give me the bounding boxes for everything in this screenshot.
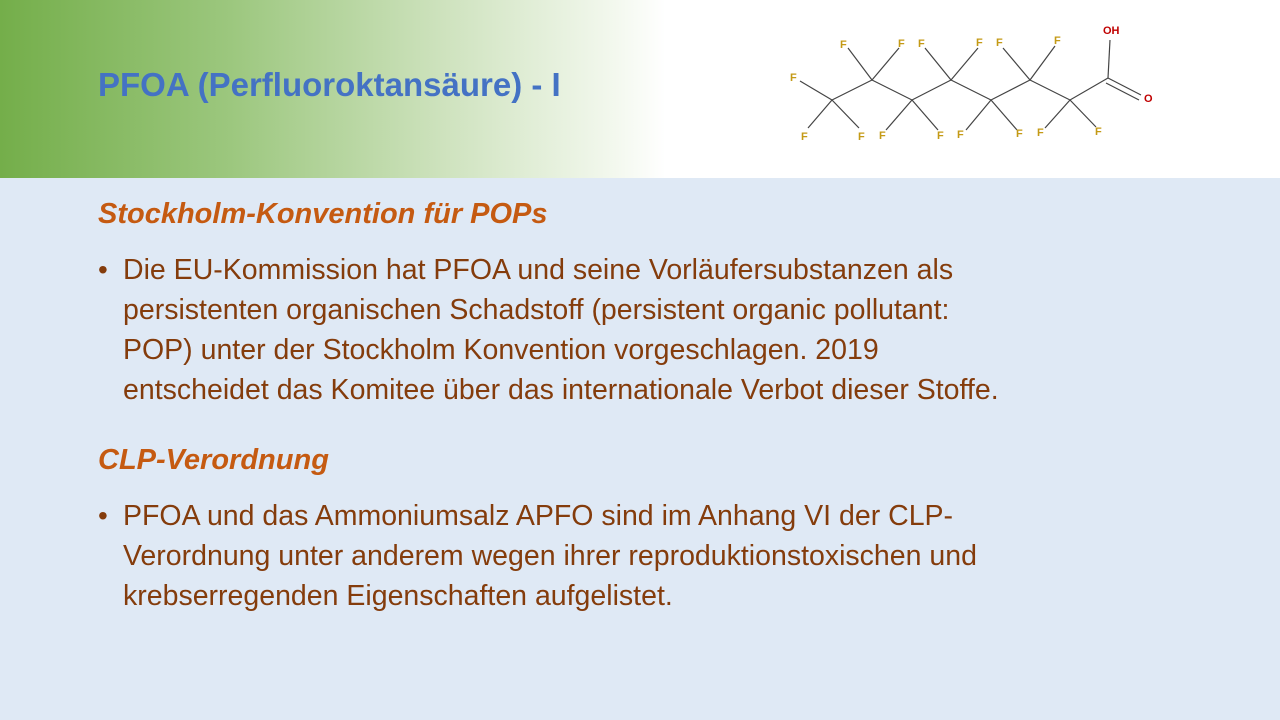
cf-bond: [1003, 48, 1030, 80]
bullet-stockholm: [98, 250, 1188, 410]
cf-bond: [966, 100, 991, 130]
cf-bond: [872, 48, 899, 80]
fluorine-atom-label: F: [801, 131, 808, 143]
bullet-text-line: persistenten organischen Schadstoff (persistent organic pollutant:: [123, 294, 950, 326]
cf-bond: [951, 48, 978, 80]
cf-bond: [1030, 46, 1055, 80]
carbon-chain: [832, 78, 1108, 100]
fluorine-atom-label: F: [1037, 127, 1044, 139]
cf-bond: [912, 100, 938, 130]
fluorine-atom-label: F: [957, 129, 964, 141]
fluorine-atom-label: F: [1054, 35, 1061, 47]
fluorine-atom-label: F: [858, 131, 865, 143]
fluorine-atom-label: F: [1095, 126, 1102, 138]
fluorine-atom-label: F: [996, 37, 1003, 49]
cf-bond: [1070, 100, 1096, 127]
cf-bond: [832, 100, 859, 128]
fluorine-atom-label: F: [898, 38, 905, 50]
section-heading-stockholm: Stockholm-Konvention für POPs: [98, 198, 548, 230]
bullet-marker: •: [98, 500, 108, 531]
fluorine-atom-label: F: [840, 39, 847, 51]
pfoa-structure-diagram: [760, 10, 1180, 170]
hydroxyl-label: OH: [1103, 25, 1120, 37]
cf-bond: [925, 48, 951, 80]
fluorine-atom-label: F: [790, 72, 797, 84]
fluorine-atom-label: F: [976, 37, 983, 49]
cf-bond: [991, 100, 1017, 130]
fluorine-atom-label: F: [918, 38, 925, 50]
cf-bond: [848, 48, 872, 80]
page-title: PFOA (Perfluoroktansäure) - I: [98, 66, 561, 103]
header-band: [0, 0, 1280, 178]
bullet-text-line: Verordnung unter anderem wegen ihrer reproduktionstoxischen und: [123, 540, 977, 572]
bullet-text-line: PFOA und das Ammoniumsalz APFO sind im Anhang VI der CLP-: [123, 500, 954, 532]
bullet-text-line: Die EU-Kommission hat PFOA und seine Vorläufersubstanzen als: [123, 254, 954, 286]
cf-bond: [886, 100, 912, 130]
hydroxyl-bond: [1108, 40, 1110, 78]
cf-bond: [808, 100, 832, 128]
cf-bond: [1045, 100, 1070, 128]
cf-bond: [800, 81, 832, 100]
bullet-text-line: POP) unter der Stockholm Konvention vorgeschlagen. 2019: [123, 334, 879, 366]
content-area: [0, 178, 1280, 720]
bullet-text-line: krebserregenden Eigenschaften aufgelistet.: [123, 580, 673, 612]
bullet-marker: •: [98, 254, 108, 285]
fluorine-atom-label: F: [937, 130, 944, 142]
bullet-text-line: entscheidet das Komitee über das internationale Verbot dieser Stoffe.: [123, 374, 999, 406]
bullet-clp: [98, 496, 1188, 616]
fluorine-atom-label: F: [1016, 128, 1023, 140]
oxygen-atom-label: O: [1144, 93, 1153, 105]
fluorine-atom-label: F: [879, 130, 886, 142]
section-heading-clp: CLP-Verordnung: [98, 444, 329, 476]
